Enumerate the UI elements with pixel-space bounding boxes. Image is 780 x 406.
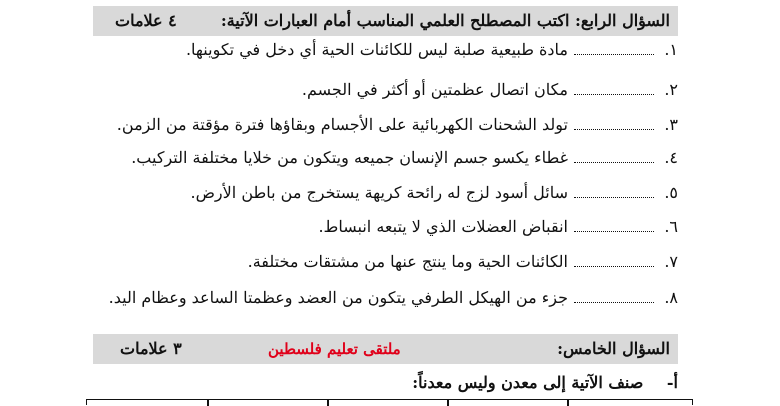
answer-blank[interactable] <box>574 40 654 55</box>
table-column-divider <box>207 400 209 406</box>
question-item <box>117 115 678 141</box>
table-column-divider <box>567 400 569 406</box>
classification-table <box>86 399 693 405</box>
item-number: ٤. <box>664 148 678 167</box>
answer-blank[interactable] <box>574 148 654 163</box>
question-item <box>186 40 678 66</box>
question-item <box>248 252 678 278</box>
item-text: سائل أسود لزج له رائحة كريهة يستخرج من باطن الأرض. <box>190 183 568 202</box>
question-5-title: السؤال الخامس: <box>557 339 670 358</box>
question-5-header <box>93 334 678 364</box>
question-item <box>109 288 678 314</box>
answer-blank[interactable] <box>574 183 654 198</box>
item-number: ٧. <box>664 252 678 271</box>
item-text: مادة طبيعية صلبة ليس للكائنات الحية أي دخل في تكوينها. <box>185 40 568 59</box>
watermark-label: ملتقى تعليم فلسطين <box>268 340 401 358</box>
question-item <box>318 217 678 243</box>
question-4-title: السؤال الرابع: اكتب المصطلح العلمي المناسب أمام العبارات الآتية: <box>220 11 670 30</box>
question-4-marks: ٤ علامات <box>115 11 177 30</box>
item-number: ٣. <box>664 115 678 134</box>
answer-blank[interactable] <box>574 217 654 232</box>
part-a-text: صنف الآتية إلى معدن وليس معدناً: <box>412 373 644 392</box>
item-text: مكان اتصال عظمتين أو أكثر في الجسم. <box>301 80 568 99</box>
part-a-letter: أ- <box>666 373 678 392</box>
item-text: غطاء يكسو جسم الإنسان جميعه ويتكون من خلايا مختلفة التركيب. <box>131 148 568 167</box>
item-number: ٦. <box>664 217 678 236</box>
question-item <box>191 183 679 209</box>
question-4-header <box>93 6 678 36</box>
item-text: الكائنات الحية وما ينتج عنها من مشتقات مختلفة. <box>247 252 568 271</box>
item-number: ٢. <box>664 80 678 99</box>
item-text: جزء من الهيكل الطرفي يتكون من العضد وعظمتا الساعد وعظام اليد. <box>108 288 568 307</box>
item-number: ١. <box>664 40 678 59</box>
question-5-part-a <box>412 373 678 392</box>
answer-blank[interactable] <box>574 288 654 303</box>
question-item <box>302 80 678 106</box>
item-text: انقباض العضلات الذي لا يتبعه انبساط. <box>318 217 568 236</box>
question-5-marks: ٣ علامات <box>120 339 182 358</box>
item-number: ٨. <box>664 288 678 307</box>
answer-blank[interactable] <box>574 252 654 267</box>
item-text: تولد الشحنات الكهربائية على الأجسام وبقاؤها فترة مؤقتة من الزمن. <box>116 115 568 134</box>
table-column-divider <box>327 400 329 406</box>
item-number: ٥. <box>664 183 678 202</box>
answer-blank[interactable] <box>574 80 654 95</box>
table-column-divider <box>447 400 449 406</box>
answer-blank[interactable] <box>574 115 654 130</box>
question-item <box>131 148 678 174</box>
